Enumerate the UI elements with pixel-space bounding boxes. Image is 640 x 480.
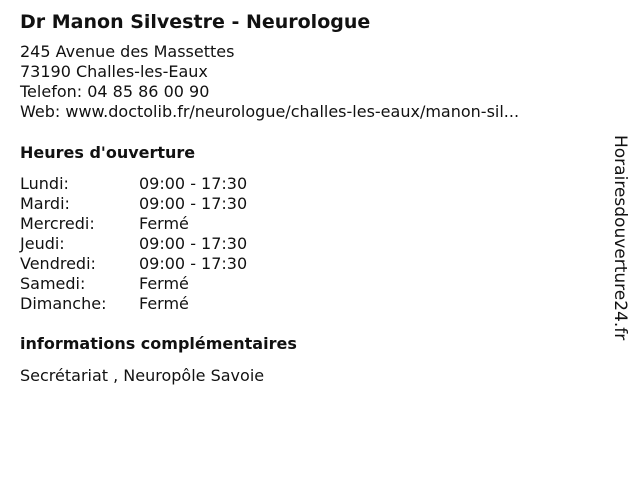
hours-row-saturday xyxy=(20,274,590,294)
hours-row-monday xyxy=(20,174,590,194)
time-value: Fermé xyxy=(139,294,189,313)
hours-table xyxy=(20,174,590,314)
brand-text: Horairesdouverture24.fr xyxy=(610,135,630,341)
phone-number[interactable]: 04 85 86 00 90 xyxy=(87,82,210,101)
phone-label: Telefon: xyxy=(20,82,83,101)
hours-row-friday xyxy=(20,254,590,274)
business-card xyxy=(20,8,590,386)
phone-line xyxy=(20,82,590,102)
day-label: Mercredi: xyxy=(20,214,95,233)
day-label: Samedi: xyxy=(20,274,86,293)
city-address: 73190 Challes-les-Eaux xyxy=(20,62,208,81)
web-link[interactable]: www.doctolib.fr/neurologue/challes-les-eaux/manon-sil... xyxy=(65,102,520,121)
address-block xyxy=(20,42,590,122)
time-value: 09:00 - 17:30 xyxy=(139,194,248,213)
day-label: Mardi: xyxy=(20,194,70,213)
day-label: Vendredi: xyxy=(20,254,96,273)
time-value: Fermé xyxy=(139,214,189,233)
time-value: Fermé xyxy=(139,274,189,293)
brand-watermark xyxy=(605,135,635,343)
day-label: Lundi: xyxy=(20,174,69,193)
web-label: Web: xyxy=(20,102,61,121)
time-value: 09:00 - 17:30 xyxy=(139,174,248,193)
street-address: 245 Avenue des Massettes xyxy=(20,42,235,61)
web-line xyxy=(20,102,590,122)
page-title: Dr Manon Silvestre - Neurologue xyxy=(20,11,371,33)
hours-row-wednesday xyxy=(20,214,590,234)
hours-row-sunday xyxy=(20,294,590,314)
day-label: Jeudi: xyxy=(20,234,65,253)
hours-heading: Heures d'ouverture xyxy=(20,143,196,162)
extra-info-text: Secrétariat , Neuropôle Savoie xyxy=(20,366,265,385)
hours-row-thursday xyxy=(20,234,590,254)
extra-info-heading: informations complémentaires xyxy=(20,334,297,353)
hours-row-tuesday xyxy=(20,194,590,214)
time-value: 09:00 - 17:30 xyxy=(139,234,248,253)
day-label: Dimanche: xyxy=(20,294,107,313)
time-value: 09:00 - 17:30 xyxy=(139,254,248,273)
